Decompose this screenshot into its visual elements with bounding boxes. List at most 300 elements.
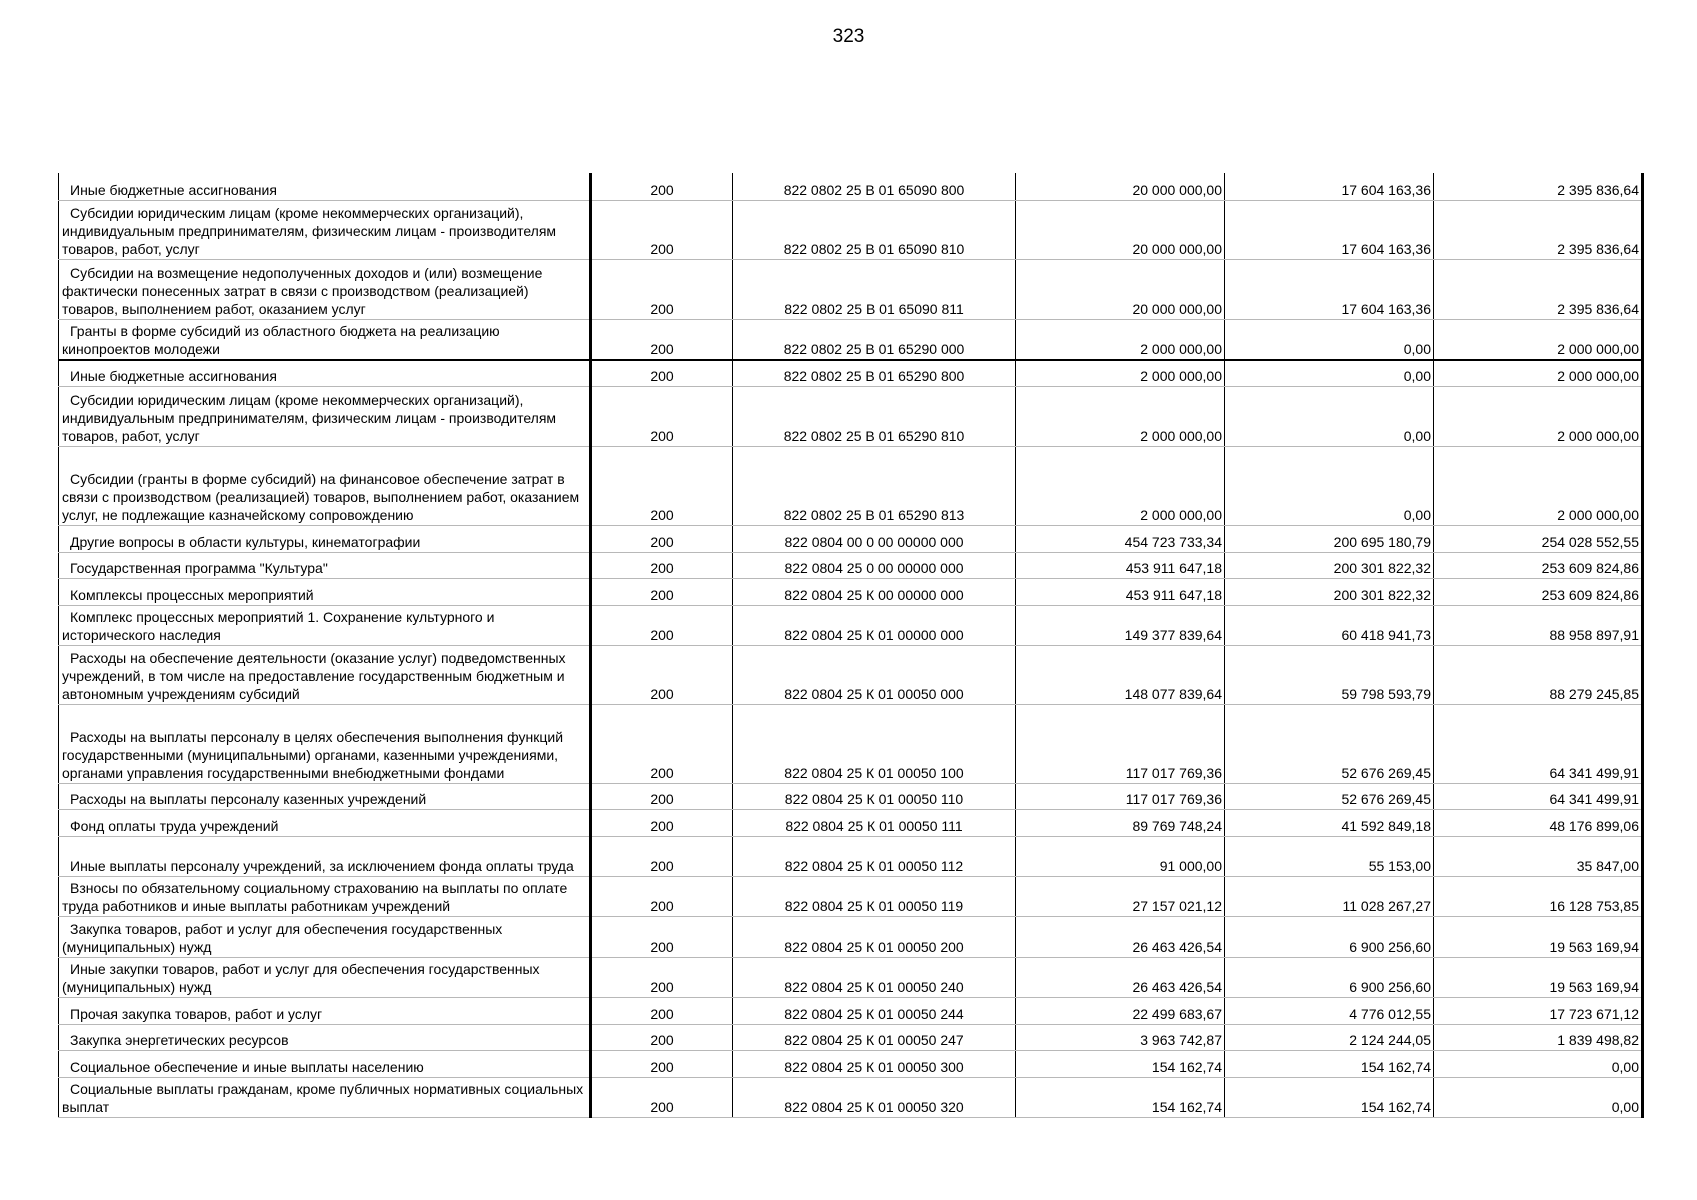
row-name-text: Государственная программа "Культура" [70, 559, 328, 576]
row-line-code-text: 200 [650, 1058, 674, 1075]
row-unexecuted-text: 64 341 499,91 [1549, 790, 1639, 807]
row-name-text: Субсидии юридическим лицам (кроме некоммерческих организаций), индивидуальным предпринимателям, физическим лицам - производителям товаров, работ, услуг [62, 391, 557, 444]
row-unexecuted-text: 88 279 245,85 [1549, 685, 1639, 702]
row-approved-cell [1016, 259, 1225, 319]
row-unexecuted-cell [1434, 446, 1643, 525]
row-line-code-cell [591, 173, 733, 200]
row-name-cell [59, 997, 591, 1024]
row-name-text: Закупка энергетических ресурсов [70, 1031, 289, 1048]
row-budget-code-cell [733, 605, 1016, 645]
table-row [59, 1024, 1643, 1050]
row-unexecuted-text: 48 176 899,06 [1549, 817, 1639, 834]
row-name-cell [59, 809, 591, 836]
row-name-cell [59, 783, 591, 809]
row-line-code-cell [591, 319, 733, 360]
row-budget-code-cell [733, 836, 1016, 876]
row-name-cell [59, 957, 591, 997]
row-unexecuted-cell [1434, 645, 1643, 704]
row-line-code-text: 200 [650, 427, 674, 444]
row-executed-text: 17 604 163,36 [1341, 181, 1431, 198]
row-approved-text: 148 077 839,64 [1124, 685, 1222, 702]
row-name-cell [59, 386, 591, 446]
table-row [59, 1050, 1643, 1077]
row-approved-cell [1016, 1050, 1225, 1077]
row-budget-code-cell [733, 997, 1016, 1024]
row-approved-cell [1016, 916, 1225, 957]
row-line-code-text: 200 [650, 978, 674, 995]
row-line-code-cell [591, 836, 733, 876]
row-budget-code-text: 822 0802 25 В 01 65090 810 [783, 240, 965, 257]
row-approved-text: 26 463 426,54 [1132, 978, 1222, 995]
row-budget-code-cell [733, 525, 1016, 552]
row-approved-text: 154 162,74 [1151, 1098, 1222, 1115]
row-unexecuted-text: 254 028 552,55 [1541, 533, 1639, 550]
row-budget-code-text: 822 0804 25 0 00 00000 000 [784, 559, 964, 576]
row-budget-code-text: 822 0804 25 К 01 00050 110 [784, 790, 964, 807]
row-executed-cell [1225, 916, 1434, 957]
table-row [59, 173, 1643, 200]
row-line-code-cell [591, 809, 733, 836]
row-unexecuted-cell [1434, 552, 1643, 578]
row-executed-text: 154 162,74 [1360, 1058, 1431, 1075]
row-approved-text: 117 017 769,36 [1125, 764, 1222, 781]
row-name-cell [59, 259, 591, 319]
row-unexecuted-cell [1434, 360, 1643, 386]
row-unexecuted-cell [1434, 259, 1643, 319]
table-row [59, 809, 1643, 836]
row-budget-code-text: 822 0802 25 В 01 65290 800 [783, 367, 965, 384]
row-budget-code-cell [733, 578, 1016, 605]
row-budget-code-cell [733, 386, 1016, 446]
row-executed-text: 11 028 267,27 [1342, 897, 1431, 914]
row-name-cell [59, 836, 591, 876]
row-budget-code-text: 822 0802 25 В 01 65290 810 [783, 427, 965, 444]
row-unexecuted-text: 2 395 836,64 [1557, 181, 1639, 198]
row-budget-code-text: 822 0802 25 В 01 65090 800 [783, 181, 965, 198]
row-unexecuted-text: 2 000 000,00 [1557, 427, 1639, 444]
row-line-code-cell [591, 1024, 733, 1050]
row-unexecuted-text: 2 395 836,64 [1557, 300, 1639, 317]
row-budget-code-cell [733, 1050, 1016, 1077]
row-line-code-cell [591, 200, 733, 259]
table-row [59, 997, 1643, 1024]
row-approved-cell [1016, 605, 1225, 645]
row-name-cell [59, 916, 591, 957]
row-budget-code-text: 822 0804 25 К 01 00050 320 [784, 1098, 964, 1115]
row-line-code-cell [591, 1050, 733, 1077]
row-approved-cell [1016, 319, 1225, 360]
table-row [59, 1077, 1643, 1117]
row-executed-cell [1225, 645, 1434, 704]
row-line-code-text: 200 [650, 685, 674, 702]
row-approved-text: 453 911 647,18 [1125, 586, 1222, 603]
row-budget-code-cell [733, 1077, 1016, 1117]
row-line-code-text: 200 [650, 506, 674, 523]
row-executed-cell [1225, 836, 1434, 876]
row-budget-code-text: 822 0804 25 К 01 00050 100 [784, 764, 964, 781]
row-budget-code-cell [733, 1024, 1016, 1050]
row-budget-code-cell [733, 645, 1016, 704]
table-row [59, 876, 1643, 916]
row-executed-text: 0,00 [1403, 341, 1431, 357]
table-row [59, 386, 1643, 446]
row-approved-text: 91 000,00 [1159, 857, 1222, 874]
row-executed-cell [1225, 319, 1434, 360]
table-row [59, 578, 1643, 605]
row-approved-text: 20 000 000,00 [1132, 300, 1222, 317]
row-line-code-text: 200 [650, 626, 674, 643]
table-row [59, 525, 1643, 552]
row-name-text: Субсидии юридическим лицам (кроме некоммерческих организаций), индивидуальным предпринимателям, физическим лицам - производителям товаров, работ, услуг [62, 204, 557, 257]
row-line-code-cell [591, 605, 733, 645]
row-executed-cell [1225, 173, 1434, 200]
row-executed-cell [1225, 259, 1434, 319]
row-line-code-cell [591, 386, 733, 446]
row-unexecuted-text: 17 723 671,12 [1549, 1005, 1639, 1022]
row-executed-text: 200 301 822,32 [1333, 586, 1431, 603]
row-unexecuted-text: 64 341 499,91 [1549, 764, 1639, 781]
row-executed-cell [1225, 997, 1434, 1024]
row-name-text: Прочая закупка товаров, работ и услуг [70, 1005, 323, 1022]
row-executed-cell [1225, 1050, 1434, 1077]
row-budget-code-text: 822 0804 25 К 01 00000 000 [784, 626, 964, 643]
row-approved-text: 453 911 647,18 [1125, 559, 1222, 576]
row-unexecuted-text: 0,00 [1611, 1058, 1639, 1075]
row-budget-code-cell [733, 809, 1016, 836]
row-line-code-cell [591, 783, 733, 809]
row-unexecuted-cell [1434, 916, 1643, 957]
row-executed-text: 2 124 244,05 [1349, 1031, 1431, 1048]
row-approved-text: 3 963 742,87 [1140, 1031, 1222, 1048]
row-approved-text: 26 463 426,54 [1132, 938, 1222, 955]
row-executed-cell [1225, 704, 1434, 783]
row-budget-code-text: 822 0802 25 В 01 65290 000 [783, 341, 965, 357]
row-unexecuted-cell [1434, 809, 1643, 836]
row-approved-cell [1016, 836, 1225, 876]
row-line-code-text: 200 [650, 240, 674, 257]
row-line-code-text: 200 [650, 533, 674, 550]
row-name-cell [59, 1077, 591, 1117]
row-budget-code-cell [733, 957, 1016, 997]
row-unexecuted-text: 0,00 [1611, 1098, 1639, 1115]
row-line-code-cell [591, 997, 733, 1024]
row-name-text: Расходы на выплаты персоналу в целях обеспечения выполнения функций государственными (муниципальными) органами, казенными учреждениями, органами управления государственными внебюджетными фондами [62, 728, 564, 781]
row-name-cell [59, 200, 591, 259]
row-line-code-cell [591, 360, 733, 386]
row-line-code-cell [591, 645, 733, 704]
row-unexecuted-cell [1434, 200, 1643, 259]
row-unexecuted-text: 253 609 824,86 [1541, 559, 1639, 576]
row-budget-code-text: 822 0802 25 В 01 65290 813 [783, 506, 965, 523]
row-name-text: Фонд оплаты труда учреждений [70, 817, 279, 834]
row-executed-cell [1225, 446, 1434, 525]
row-budget-code-text: 822 0802 25 В 01 65090 811 [784, 300, 964, 317]
row-unexecuted-cell [1434, 319, 1643, 360]
row-executed-text: 60 418 941,73 [1341, 626, 1431, 643]
row-name-text: Субсидии (гранты в форме субсидий) на финансовое обеспечение затрат в связи с производством (реализацией) товаров, выполнением работ, оказанием услуг, не подлежащие казначейскому сопровождению [62, 470, 580, 523]
row-budget-code-text: 822 0804 25 К 01 00050 000 [784, 685, 964, 702]
row-unexecuted-cell [1434, 525, 1643, 552]
row-unexecuted-cell [1434, 1050, 1643, 1077]
row-approved-text: 2 000 000,00 [1140, 506, 1222, 523]
row-budget-code-text: 822 0804 00 0 00 00000 000 [784, 533, 964, 550]
row-executed-text: 55 153,00 [1368, 857, 1431, 874]
row-name-text: Иные закупки товаров, работ и услуг для обеспечения государственных (муниципальных) нужд [62, 960, 540, 995]
row-budget-code-cell [733, 319, 1016, 360]
row-name-cell [59, 704, 591, 783]
row-approved-cell [1016, 1077, 1225, 1117]
row-line-code-text: 200 [650, 1031, 674, 1048]
row-unexecuted-text: 1 839 498,82 [1557, 1031, 1639, 1048]
row-line-code-cell [591, 916, 733, 957]
row-name-text: Комплексы процессных мероприятий [70, 586, 314, 603]
row-budget-code-cell [733, 552, 1016, 578]
row-executed-cell [1225, 386, 1434, 446]
row-name-text: Иные бюджетные ассигнования [70, 181, 277, 198]
table-row [59, 836, 1643, 876]
row-executed-cell [1225, 360, 1434, 386]
row-unexecuted-cell [1434, 957, 1643, 997]
row-approved-cell [1016, 997, 1225, 1024]
row-approved-text: 2 000 000,00 [1140, 367, 1222, 384]
row-executed-cell [1225, 876, 1434, 916]
row-name-cell [59, 1024, 591, 1050]
row-executed-cell [1225, 605, 1434, 645]
row-approved-text: 2 000 000,00 [1140, 427, 1222, 444]
row-approved-cell [1016, 173, 1225, 200]
row-name-cell [59, 360, 591, 386]
row-approved-cell [1016, 704, 1225, 783]
row-executed-text: 0,00 [1403, 427, 1431, 444]
row-name-text: Иные бюджетные ассигнования [70, 367, 277, 384]
row-executed-cell [1225, 200, 1434, 259]
row-line-code-text: 200 [650, 1005, 674, 1022]
row-approved-cell [1016, 809, 1225, 836]
table-row [59, 319, 1643, 360]
row-budget-code-cell [733, 173, 1016, 200]
row-executed-cell [1225, 1077, 1434, 1117]
row-budget-code-cell [733, 200, 1016, 259]
row-name-text: Социальные выплаты гражданам, кроме публичных нормативных социальных выплат [62, 1080, 584, 1115]
row-unexecuted-text: 88 958 897,91 [1549, 626, 1639, 643]
row-budget-code-cell [733, 783, 1016, 809]
row-approved-text: 89 769 748,24 [1132, 817, 1222, 834]
row-line-code-text: 200 [650, 857, 674, 874]
row-approved-cell [1016, 578, 1225, 605]
row-unexecuted-text: 2 000 000,00 [1557, 367, 1639, 384]
row-budget-code-text: 822 0804 25 К 01 00050 112 [784, 857, 964, 874]
row-executed-text: 6 900 256,60 [1349, 978, 1431, 995]
row-line-code-text: 200 [650, 341, 674, 357]
row-approved-text: 154 162,74 [1151, 1058, 1222, 1075]
row-executed-cell [1225, 783, 1434, 809]
row-unexecuted-text: 2 000 000,00 [1557, 506, 1639, 523]
row-approved-cell [1016, 200, 1225, 259]
row-executed-text: 4 776 012,55 [1349, 1005, 1431, 1022]
row-budget-code-text: 822 0804 25 К 01 00050 247 [784, 1031, 964, 1048]
row-line-code-text: 200 [650, 559, 674, 576]
row-executed-text: 0,00 [1403, 367, 1431, 384]
row-executed-text: 52 676 269,45 [1341, 764, 1431, 781]
row-executed-text: 59 798 593,79 [1341, 685, 1431, 702]
row-line-code-text: 200 [650, 790, 674, 807]
row-line-code-text: 200 [650, 586, 674, 603]
row-line-code-cell [591, 704, 733, 783]
row-name-text: Комплекс процессных мероприятий 1. Сохранение культурного и исторического наследия [62, 608, 495, 643]
table-row [59, 200, 1643, 259]
row-name-text: Субсидии на возмещение недополученных доходов и (или) возмещение фактически понесенных затрат в связи с производством (реализацией) товаров, выполнением работ, оказанием услуг [62, 264, 543, 317]
row-line-code-text: 200 [650, 938, 674, 955]
row-name-cell [59, 552, 591, 578]
table-row [59, 704, 1643, 783]
row-budget-code-text: 822 0804 25 К 01 00050 200 [784, 938, 964, 955]
row-name-cell [59, 578, 591, 605]
row-executed-text: 52 676 269,45 [1341, 790, 1431, 807]
row-budget-code-cell [733, 259, 1016, 319]
table-row [59, 259, 1643, 319]
row-name-cell [59, 319, 591, 360]
row-executed-text: 41 592 849,18 [1341, 817, 1431, 834]
row-budget-code-cell [733, 704, 1016, 783]
table-row [59, 605, 1643, 645]
row-unexecuted-text: 253 609 824,86 [1541, 586, 1639, 603]
row-budget-code-cell [733, 446, 1016, 525]
table-row [59, 645, 1643, 704]
row-name-text: Расходы на обеспечение деятельности (оказание услуг) подведомственных учреждений, в том числе на предоставление государственным бюджетным и автономным учреждениям субсидий [62, 649, 566, 702]
row-line-code-text: 200 [650, 764, 674, 781]
row-executed-cell [1225, 809, 1434, 836]
row-budget-code-text: 822 0804 25 К 01 00050 244 [784, 1005, 964, 1022]
row-unexecuted-cell [1434, 605, 1643, 645]
row-executed-text: 6 900 256,60 [1349, 938, 1431, 955]
row-approved-cell [1016, 645, 1225, 704]
row-approved-text: 20 000 000,00 [1132, 181, 1222, 198]
row-line-code-text: 200 [650, 897, 674, 914]
row-unexecuted-text: 2 000 000,00 [1557, 341, 1639, 357]
row-budget-code-text: 822 0804 25 К 01 00050 300 [784, 1058, 964, 1075]
row-line-code-cell [591, 876, 733, 916]
row-name-cell [59, 525, 591, 552]
row-executed-text: 154 162,74 [1360, 1098, 1431, 1115]
table-row [59, 957, 1643, 997]
row-line-code-cell [591, 578, 733, 605]
row-budget-code-cell [733, 360, 1016, 386]
table-row [59, 360, 1643, 386]
row-approved-cell [1016, 957, 1225, 997]
row-approved-cell [1016, 552, 1225, 578]
row-executed-cell [1225, 1024, 1434, 1050]
row-budget-code-cell [733, 916, 1016, 957]
row-approved-text: 149 377 839,64 [1124, 626, 1222, 643]
row-unexecuted-text: 2 395 836,64 [1557, 240, 1639, 257]
row-name-text: Взносы по обязательному социальному страхованию на выплаты по оплате труда работников и иные выплаты работникам учреждений [62, 879, 568, 914]
row-executed-text: 200 695 180,79 [1333, 533, 1431, 550]
table-row [59, 552, 1643, 578]
row-name-text: Иные выплаты персоналу учреждений, за исключением фонда оплаты труда [70, 857, 574, 874]
row-name-cell [59, 446, 591, 525]
row-approved-text: 22 499 683,67 [1132, 1005, 1222, 1022]
row-unexecuted-cell [1434, 783, 1643, 809]
row-approved-cell [1016, 876, 1225, 916]
row-unexecuted-cell [1434, 578, 1643, 605]
row-unexecuted-cell [1434, 173, 1643, 200]
row-approved-text: 2 000 000,00 [1140, 341, 1222, 357]
row-unexecuted-text: 16 128 753,85 [1549, 897, 1639, 914]
row-unexecuted-text: 35 847,00 [1576, 857, 1639, 874]
row-approved-cell [1016, 386, 1225, 446]
row-line-code-cell [591, 552, 733, 578]
row-approved-cell [1016, 783, 1225, 809]
row-approved-cell [1016, 525, 1225, 552]
row-unexecuted-cell [1434, 997, 1643, 1024]
row-line-code-text: 200 [650, 367, 674, 384]
row-budget-code-cell [733, 876, 1016, 916]
row-approved-text: 20 000 000,00 [1132, 240, 1222, 257]
row-approved-cell [1016, 360, 1225, 386]
row-line-code-text: 200 [650, 1098, 674, 1115]
row-name-text: Закупка товаров, работ и услуг для обеспечения государственных (муниципальных) нужд [62, 920, 503, 955]
row-line-code-text: 200 [650, 181, 674, 198]
row-name-cell [59, 605, 591, 645]
row-line-code-cell [591, 259, 733, 319]
row-name-cell [59, 1050, 591, 1077]
table-row [59, 783, 1643, 809]
row-unexecuted-text: 19 563 169,94 [1549, 978, 1639, 995]
row-approved-cell [1016, 1024, 1225, 1050]
row-line-code-cell [591, 957, 733, 997]
table-row [59, 916, 1643, 957]
table-body [59, 173, 1643, 1117]
row-line-code-cell [591, 1077, 733, 1117]
row-line-code-text: 200 [650, 817, 674, 834]
row-name-cell [59, 645, 591, 704]
row-executed-text: 0,00 [1403, 506, 1431, 523]
row-unexecuted-cell [1434, 836, 1643, 876]
row-unexecuted-cell [1434, 386, 1643, 446]
row-executed-cell [1225, 957, 1434, 997]
row-unexecuted-cell [1434, 1077, 1643, 1117]
row-executed-cell [1225, 525, 1434, 552]
row-executed-text: 17 604 163,36 [1341, 300, 1431, 317]
row-budget-code-text: 822 0804 25 К 01 00050 240 [784, 978, 964, 995]
row-executed-cell [1225, 552, 1434, 578]
row-approved-text: 27 157 021,12 [1132, 897, 1222, 914]
row-unexecuted-cell [1434, 876, 1643, 916]
row-executed-text: 200 301 822,32 [1333, 559, 1431, 576]
row-line-code-cell [591, 446, 733, 525]
row-name-text: Гранты в форме субсидий из областного бюджета на реализацию кинопроектов молодежи [62, 323, 500, 357]
row-budget-code-text: 822 0804 25 К 01 00050 111 [785, 817, 963, 834]
row-unexecuted-text: 19 563 169,94 [1549, 938, 1639, 955]
row-approved-text: 117 017 769,36 [1125, 790, 1222, 807]
row-approved-cell [1016, 446, 1225, 525]
row-unexecuted-cell [1434, 1024, 1643, 1050]
row-name-text: Социальное обеспечение и иные выплаты населению [70, 1058, 424, 1075]
budget-execution-table [58, 173, 1644, 1118]
page-number: 323 [832, 26, 865, 47]
row-line-code-text: 200 [650, 300, 674, 317]
row-executed-text: 17 604 163,36 [1341, 240, 1431, 257]
row-name-text: Расходы на выплаты персоналу казенных учреждений [70, 790, 427, 807]
row-name-cell [59, 876, 591, 916]
row-name-cell [59, 173, 591, 200]
row-name-text: Другие вопросы в области культуры, кинематографии [70, 533, 421, 550]
row-line-code-cell [591, 525, 733, 552]
row-budget-code-text: 822 0804 25 К 01 00050 119 [784, 897, 964, 914]
row-executed-cell [1225, 578, 1434, 605]
row-unexecuted-cell [1434, 704, 1643, 783]
row-budget-code-text: 822 0804 25 К 00 00000 000 [784, 586, 964, 603]
